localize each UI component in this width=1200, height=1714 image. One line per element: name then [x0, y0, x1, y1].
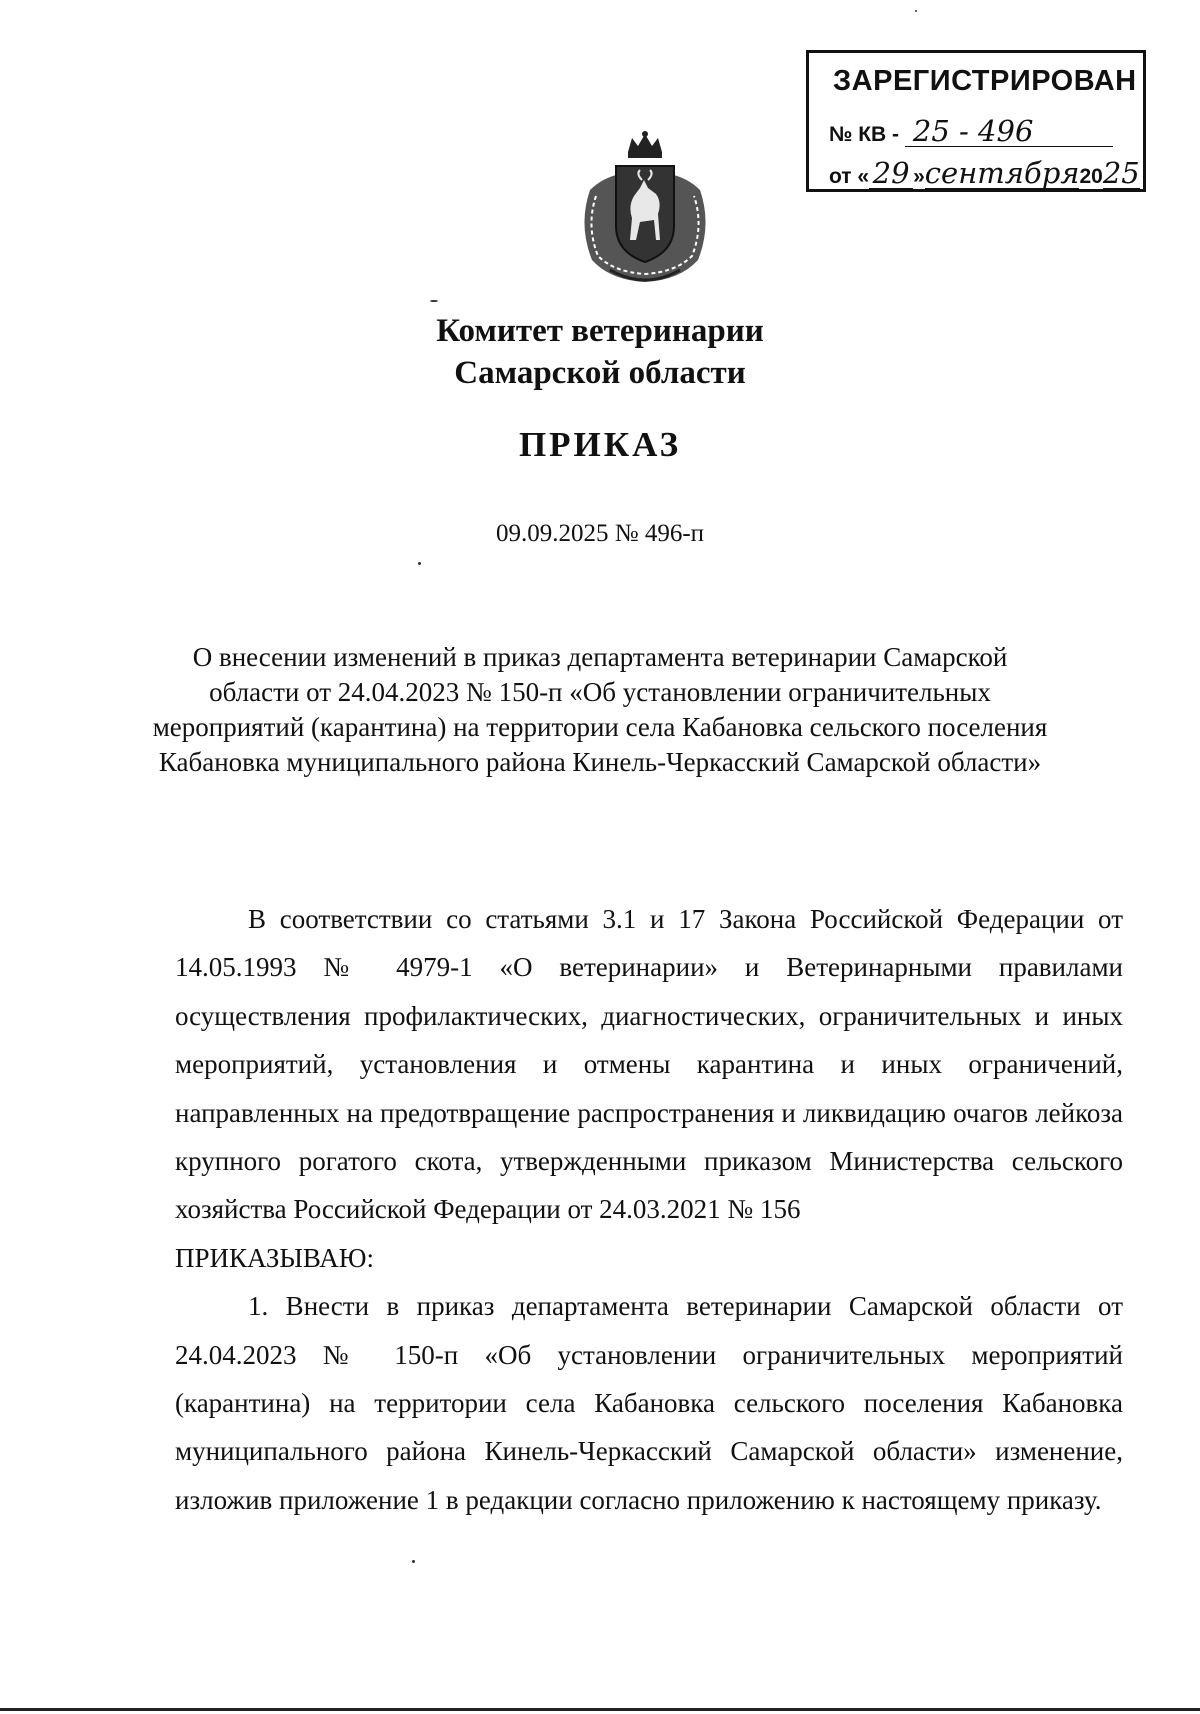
scan-speck — [915, 10, 917, 12]
document-date-number: 09.09.2025 № 496-п — [495, 520, 705, 547]
stamp-number-line — [829, 114, 1113, 148]
document-body — [175, 895, 1123, 1524]
scan-bottom-edge — [0, 1708, 1200, 1711]
stamp-date-day-handwritten: 29 — [869, 159, 913, 189]
body-preamble: В соответствии со статьями 3.1 и 17 Закона Российской Федерации от 14.05.1993 № 4979-1 «О ветеринарии» и Ветеринарными правилами осуществления профилактических, диагностических, ограничительных и иных мероприятий, установления и отмены карантина и иных ограничений, направленных на предотвращение распространения и ликвидацию очагов лейкоза крупного рогатого скота, утвержденными приказом Министерства сельского хозяйства Российской Федерации от 24.03.2021 № 156 — [175, 904, 1123, 1225]
stamp-number-prefix: № КВ - — [829, 123, 900, 146]
organization-name-line2: Самарской области — [454, 355, 746, 391]
scan-speck — [418, 562, 421, 565]
organization-name — [0, 310, 1200, 394]
scan-speck — [412, 1560, 415, 1563]
stamp-date-year-prefix: 20 — [1079, 165, 1103, 188]
subject-line: области от 24.04.2023 № 150-п «Об установлении ограничительных — [209, 677, 991, 707]
samara-region-coat-of-arms-icon — [570, 130, 720, 290]
stamp-date-year-handwritten: 25 — [1102, 156, 1140, 190]
stamp-title: ЗАРЕГИСТРИРОВАН — [833, 65, 1137, 97]
registration-stamp — [806, 50, 1146, 192]
stamp-number-handwritten: 25 - 496 — [905, 117, 1113, 147]
stamp-date-month-handwritten: сентября — [924, 156, 1080, 190]
stamp-date-prefix: от « — [829, 165, 870, 188]
subject-line: Кабановка муниципального района Кинель-Черкасский Самарской области» — [158, 747, 1042, 777]
stamp-date-mid: » — [913, 165, 925, 188]
body-item-1: 1. Внести в приказ департамента ветеринарии Самарской области от 24.04.2023 № 150-п «Об установлении ограничительных мероприятий (карантина) на территории села Кабановка сельского поселения Кабановка муниципального района Кинель-Черкасский Самарской области» изменение, изложив приложение 1 в редакции согласно приложению к настоящему приказу. — [175, 1291, 1123, 1515]
document-type-heading: ПРИКАЗ — [518, 425, 682, 464]
scan-speck — [430, 300, 438, 302]
body-order-word: ПРИКАЗЫВАЮ: — [175, 1242, 374, 1273]
subject-line: О внесении изменений в приказ департамента ветеринарии Самарской — [192, 642, 1008, 672]
organization-name-line1: Комитет ветеринарии — [436, 313, 764, 349]
stamp-date-line — [829, 156, 1140, 190]
subject-line: мероприятий (карантина) на территории села Кабановка сельского поселения — [152, 712, 1048, 742]
document-subject — [0, 640, 1200, 780]
